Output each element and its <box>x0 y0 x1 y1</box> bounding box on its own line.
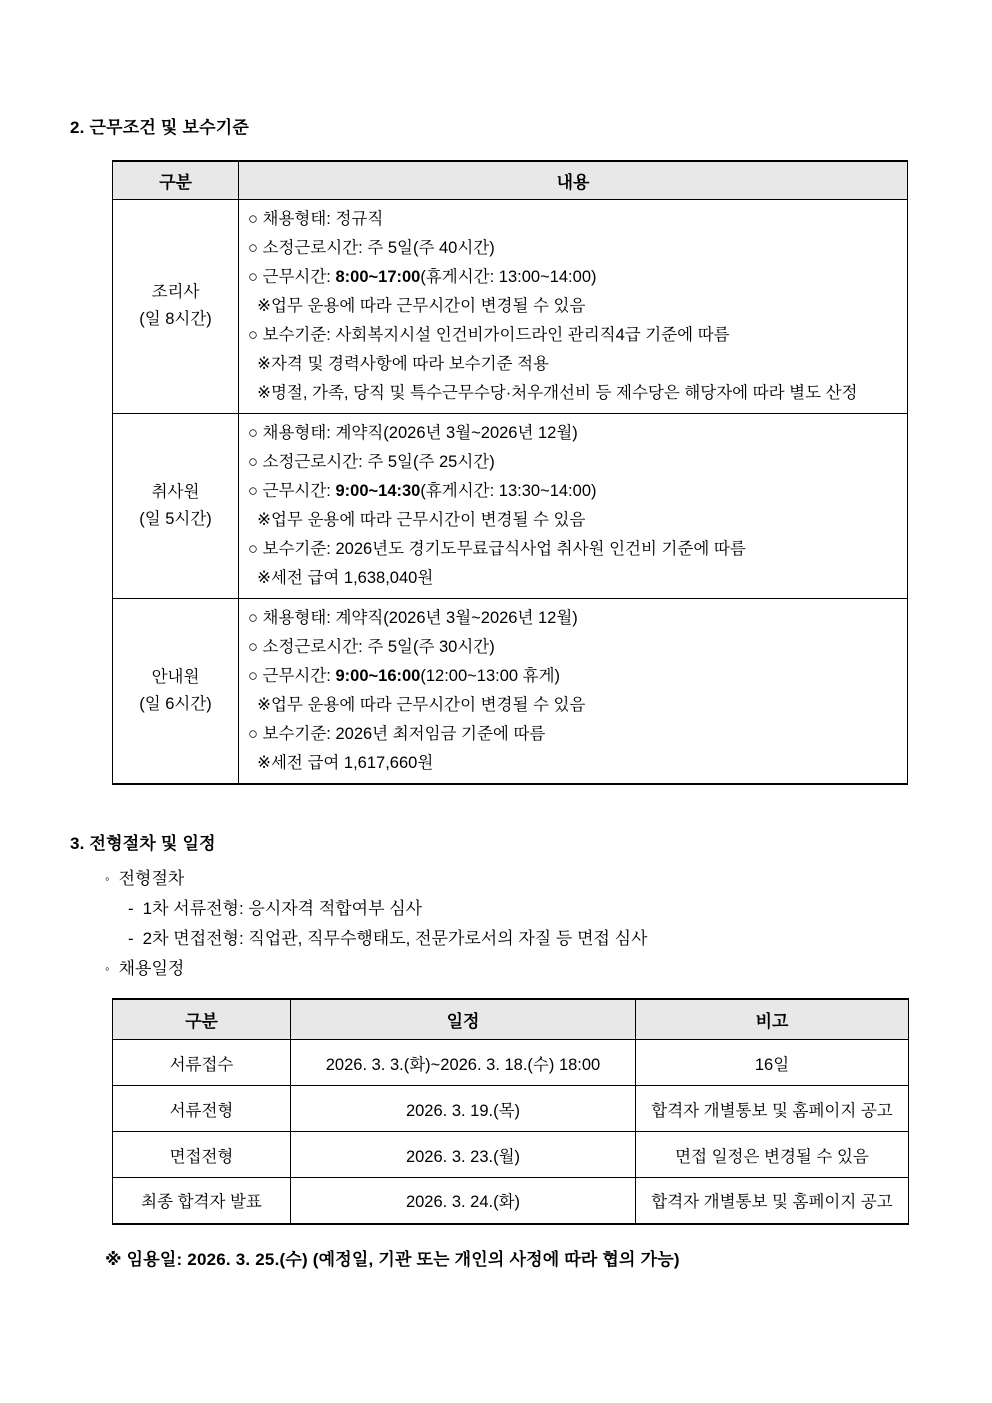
content-line <box>248 292 897 321</box>
content-line <box>248 564 897 593</box>
text-segment: ※명절, 가족, 당직 및 특수근무수당·처우개선비 등 제수당은 해당자에 따라 별도 산정 <box>248 383 858 402</box>
column-header-content: 내용 <box>239 161 908 199</box>
list-item-label: 1차 서류전형: 응시자격 적합여부 심사 <box>142 898 423 918</box>
text-segment: ※업무 운용에 따라 근무시간이 변경될 수 있음 <box>248 695 586 714</box>
table-row <box>113 199 908 413</box>
content-line <box>248 720 897 749</box>
text-segment: ※자격 및 경력사항에 따라 보수기준 적용 <box>248 354 549 373</box>
table-row <box>113 1040 909 1086</box>
job-content-cell <box>239 598 908 784</box>
list-item <box>105 864 992 894</box>
text-segment: ○ 근무시간: <box>248 267 336 286</box>
content-line <box>248 321 897 350</box>
bold-text-segment: 9:00~16:00 <box>335 666 421 685</box>
category-cell: 최종 합격자 발표 <box>113 1178 291 1224</box>
list-item <box>128 894 992 924</box>
content-line <box>248 662 897 691</box>
content-line <box>248 448 897 477</box>
text-segment: ○ 소정근로시간: 주 5일(주 30시간) <box>248 637 495 656</box>
note-cell: 합격자 개별통보 및 홈페이지 공고 <box>636 1086 909 1132</box>
list-item-label: 2차 면접전형: 직업관, 직무수행태도, 전문가로서의 자질 등 면접 심사 <box>142 928 648 948</box>
table-row <box>113 1086 909 1132</box>
text-segment: (휴게시간: 13:30~14:00) <box>420 481 597 500</box>
text-segment: ※세전 급여 1,638,040원 <box>248 568 434 587</box>
text-segment: ※업무 운용에 따라 근무시간이 변경될 수 있음 <box>248 296 586 315</box>
content-line <box>248 749 897 778</box>
text-segment: (휴게시간: 13:00~14:00) <box>420 267 597 286</box>
work-conditions-header-row <box>113 161 908 199</box>
category-cell: 서류전형 <box>113 1086 291 1132</box>
selection-procedure-list <box>0 864 992 984</box>
content-line <box>248 506 897 535</box>
content-line <box>248 691 897 720</box>
content-line <box>248 604 897 633</box>
content-line <box>248 263 897 292</box>
category-cell: 서류접수 <box>113 1040 291 1086</box>
schedule-table <box>112 998 909 1225</box>
text-segment: ○ 보수기준: 2026년도 경기도무료급식사업 취사원 인건비 기준에 따름 <box>248 539 746 558</box>
table-row <box>113 1132 909 1178</box>
bullet-marker: - <box>128 898 134 918</box>
content-line <box>248 379 897 408</box>
job-content-cell <box>239 199 908 413</box>
note-cell: 16일 <box>636 1040 909 1086</box>
text-segment: ※업무 운용에 따라 근무시간이 변경될 수 있음 <box>248 510 586 529</box>
column-header-note: 비고 <box>636 999 909 1040</box>
content-line <box>248 350 897 379</box>
text-segment: ○ 소정근로시간: 주 5일(주 25시간) <box>248 452 495 471</box>
text-segment: ○ 소정근로시간: 주 5일(주 40시간) <box>248 238 495 257</box>
text-segment: ○ 채용형태: 정규직 <box>248 209 384 228</box>
job-label-line: 조리사 <box>151 283 200 301</box>
list-item <box>105 954 992 984</box>
text-segment: (12:00~13:00 휴게) <box>420 666 561 685</box>
category-cell: 면접전형 <box>113 1132 291 1178</box>
content-line <box>248 234 897 263</box>
section3-title: 3. 전형절차 및 일정 <box>70 833 216 853</box>
content-line <box>248 535 897 564</box>
note-cell: 면접 일정은 변경될 수 있음 <box>636 1132 909 1178</box>
content-line <box>248 477 897 506</box>
content-line <box>248 419 897 448</box>
job-label-cell <box>113 413 239 598</box>
table-row <box>113 413 908 598</box>
appointment-date-note: ※ 임용일: 2026. 3. 25.(수) (예정일, 기관 또는 개인의 사정에 따라 협의 가능) <box>105 1249 680 1269</box>
list-item <box>128 924 992 954</box>
text-segment: ○ 근무시간: <box>248 481 336 500</box>
bold-text-segment: 8:00~17:00 <box>335 267 421 286</box>
job-label-line: 안내원 <box>151 667 200 686</box>
bullet-marker: - <box>128 928 134 948</box>
text-segment: ※세전 급여 1,617,660원 <box>248 753 434 772</box>
content-line <box>248 633 897 662</box>
job-label-line: (일 8시간) <box>139 310 212 328</box>
bullet-marker: ◦ <box>105 870 110 886</box>
bold-text-segment: 9:00~14:30 <box>335 481 421 500</box>
table-row <box>113 598 908 784</box>
column-header-category: 구분 <box>113 161 239 199</box>
schedule-cell: 2026. 3. 24.(화) <box>291 1178 636 1224</box>
schedule-cell: 2026. 3. 3.(화)~2026. 3. 18.(수) 18:00 <box>291 1040 636 1086</box>
schedule-header-row <box>113 999 909 1040</box>
bullet-marker: ◦ <box>105 960 110 976</box>
note-cell: 합격자 개별통보 및 홈페이지 공고 <box>636 1178 909 1224</box>
list-item-label: 채용일정 <box>118 958 185 978</box>
job-label-cell <box>113 199 239 413</box>
list-item-label: 전형절차 <box>118 868 185 888</box>
schedule-cell: 2026. 3. 19.(목) <box>291 1086 636 1132</box>
job-label-line: 취사원 <box>151 482 200 501</box>
text-segment: ○ 채용형태: 계약직(2026년 3월~2026년 12월) <box>248 423 578 442</box>
section2-title: 2. 근무조건 및 보수기준 <box>70 118 249 137</box>
column-header-schedule: 일정 <box>291 999 636 1040</box>
table-row <box>113 1178 909 1224</box>
text-segment: ○ 채용형태: 계약직(2026년 3월~2026년 12월) <box>248 608 578 627</box>
schedule-cell: 2026. 3. 23.(월) <box>291 1132 636 1178</box>
job-label-line: (일 5시간) <box>139 509 212 528</box>
job-label-cell <box>113 598 239 784</box>
work-conditions-table <box>112 160 908 785</box>
content-line <box>248 205 897 234</box>
job-content-cell <box>239 413 908 598</box>
text-segment: ○ 근무시간: <box>248 666 336 685</box>
text-segment: ○ 보수기준: 사회복지시설 인건비가이드라인 관리직4급 기준에 따름 <box>248 325 730 344</box>
text-segment: ○ 보수기준: 2026년 최저임금 기준에 따름 <box>248 724 546 743</box>
column-header-category: 구분 <box>113 999 291 1040</box>
job-label-line: (일 6시간) <box>139 694 212 713</box>
